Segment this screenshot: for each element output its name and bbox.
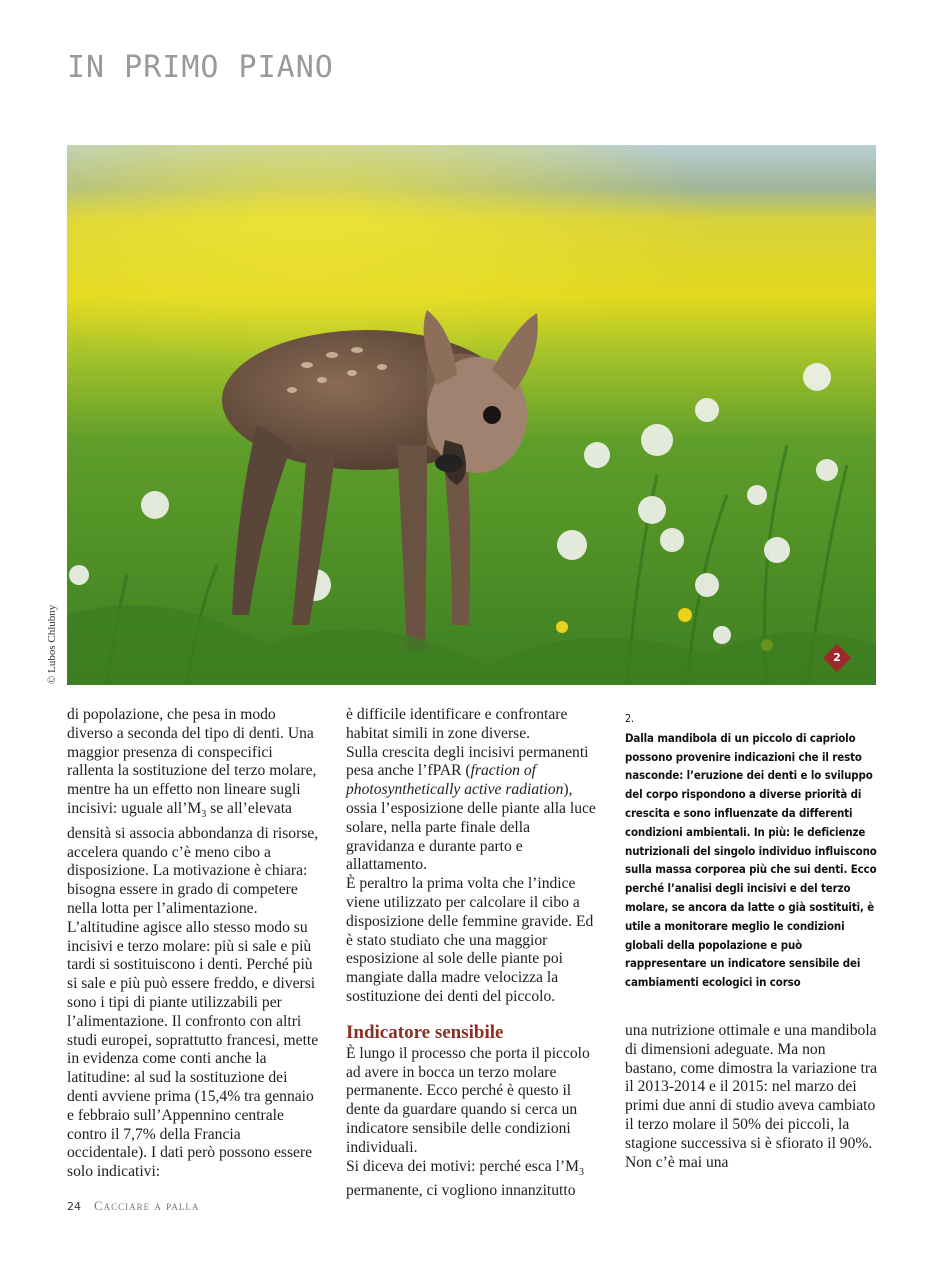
body-column-2 <box>346 706 602 1201</box>
body-column-1 <box>67 706 320 1182</box>
paragraph: Si diceva dei motivi: perché esca $l’M_3$ permanente, ci vogliono innanzitutto <box>346 1157 584 1200</box>
subheading: Indicatore sensibile <box>346 1021 504 1043</box>
paragraph: una nutrizione ottimale e una mandibola di dimensioni adeguate. Ma non bastano, come dimostra la variazione tra il 2013-2014 e il 2015: nel marzo dei primi due anni di studio aveva cambiato il terzo molare il 50% dei piccoli, la stagione successiva si è sfiorato il 90%. Non c’è mai una <box>625 1022 877 1171</box>
fawn-photo <box>67 145 876 685</box>
figure-caption <box>625 710 880 992</box>
paragraph: L’altitudine agisce allo stesso modo su incisivi e terzo molare: più si sale e più tardi si sostituiscono i denti. Perché più si sale e più può essere freddo, e diversi sono i tipi di piante utilizzabili per l’alimentazione. Il confronto con altri studi europei, soprattutto francesi, mette in evidenza come conti anche la latitudine: al sud la sostituzione dei denti avviene prima (15,4% tra gennaio e febbraio sull’Appennino centrale contro il 7,7% della Francia occidentale). I dati però possono essere solo indicativi: <box>67 918 319 1181</box>
paragraph: di popolazione, che pesa in modo diverso a seconda del tipo di denti. Una maggior presenza di conspecifici rallenta la sostituzione del terzo molare, mentre ha un effetto non lineare sugli incisivi: uguale $all’M_3$ se all’elevata densità si associa abbondanza di risorse, accelera quando c’è meno cibo a disposizione. La motivazione è chiara: bisogna essere in grado di competere nella lotta per l’alimentazione. <box>67 706 319 918</box>
paragraph: è difficile identificare e confrontare habitat simili in zone diverse. <box>346 706 568 742</box>
paragraph: È peraltro la prima volta che l’indice viene utilizzato per calcolare il cibo a disposizione delle femmine gravide. Ed è stato studiato che una maggior esposizione al sole delle piante poi mangiate dalla madre velocizza la sostituzione dei denti del piccolo. <box>346 875 594 1005</box>
magazine-name: Cacciare a palla <box>94 1198 200 1213</box>
paragraph: È lungo il processo che porta il piccolo ad avere in bocca un terzo molare permanente. Ecco perché è questo il dente da guardare quando si cerca un indicatore sensibile delle condizioni individuali. <box>346 1044 590 1156</box>
body-column-3 <box>625 1022 877 1172</box>
paragraph: Sulla crescita degli incisivi permanenti pesa anche l’fPAR (fraction of photosynthetically active radiation), ossia l’esposizione delle piante alla luce solare, nella parte finale della gravidanza e durante parto e allattamento. <box>346 743 596 874</box>
caption-number: 2. <box>625 713 635 725</box>
fawn-image-icon <box>67 145 876 685</box>
figure-badge-number: 2 <box>833 651 841 664</box>
photo-credit: © Lubos Chlubny <box>46 604 58 684</box>
page-footer <box>67 1198 199 1214</box>
section-title: IN PRIMO PIANO <box>67 50 334 85</box>
caption-text: Dalla mandibola di un piccolo di capriolo possono provenire indicazioni che il resto nasconde: l’eruzione dei denti e lo sviluppo del corpo rispondono a diverse priorità di crescita e sono influenzate da differenti condizioni ambientali. In più: le deficienze nutrizionali del singolo individuo influiscono sulla massa corporea più che sui denti. Ecco perché l’analisi degli incisivi e del terzo molare, se ancora da latte o già sostituiti, è utile a monitorare meglio le condizioni globali della popolazione e può rappresentare un indicatore sensibile dei cambiamenti ecologici in corso <box>625 730 877 990</box>
page-number: 24 <box>67 1200 81 1213</box>
